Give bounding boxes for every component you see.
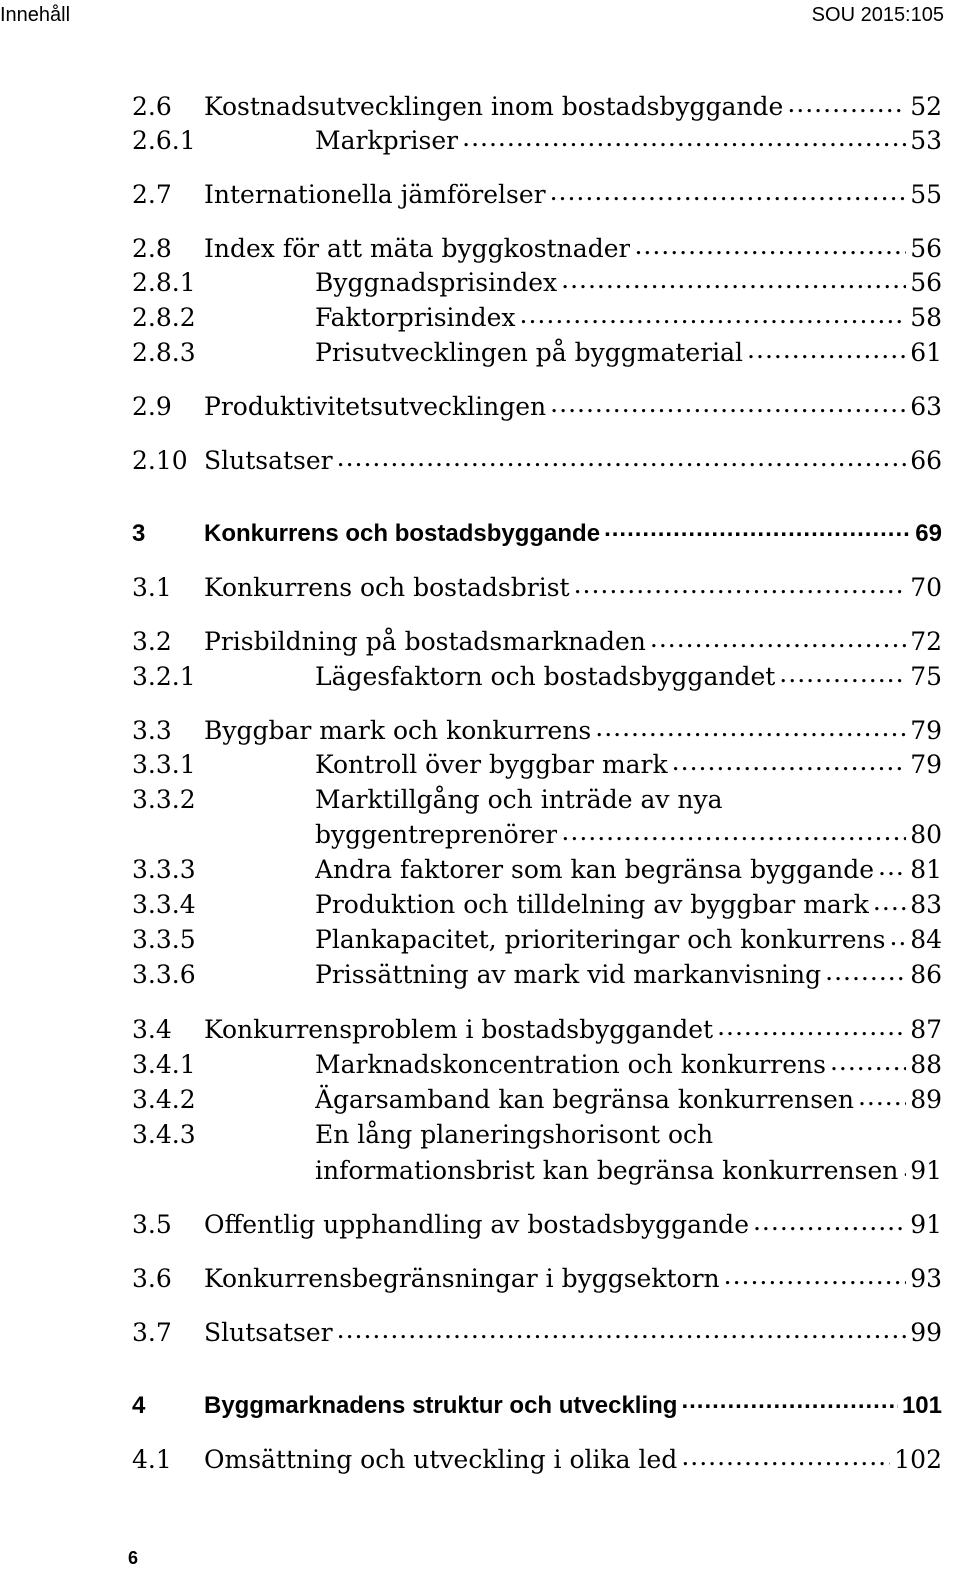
toc-title: Slutsatser — [204, 1318, 333, 1347]
toc-leader-dots — [681, 1389, 898, 1413]
toc-leader-dots — [634, 232, 906, 257]
toc-number: 2.6 — [132, 92, 172, 121]
toc-number: 3.4.2 — [132, 1085, 196, 1114]
toc-title: Lägesfaktorn och bostadsbyggandet — [315, 662, 776, 691]
toc-entry — [132, 1013, 942, 1047]
toc-number: 2.9 — [132, 392, 172, 421]
toc-page: 63 — [910, 392, 942, 421]
toc-leader-dots — [561, 266, 906, 291]
toc-title: Internationella jämförelser — [204, 180, 546, 209]
toc-number: 4.1 — [132, 1445, 172, 1474]
toc-page: 88 — [910, 1050, 942, 1079]
toc-title: Markpriser — [315, 126, 459, 155]
toc-page: 79 — [910, 716, 942, 745]
toc-title: Faktorprisindex — [315, 303, 516, 332]
toc-title: Omsättning och utveckling i olika led — [204, 1445, 678, 1474]
toc-page: 75 — [910, 662, 942, 691]
toc-title: Prisbildning på bostadsmarknaden — [204, 627, 646, 656]
toc-title: informationsbrist kan begränsa konkurrensen — [315, 1156, 899, 1185]
toc-leader-dots — [550, 390, 906, 415]
toc-leader-dots — [724, 1262, 907, 1287]
toc-entry — [132, 336, 942, 370]
toc-page: 56 — [910, 268, 942, 297]
toc-leader-dots — [858, 1083, 906, 1108]
toc-entry — [132, 958, 942, 992]
toc-leader-dots — [825, 958, 906, 983]
toc-title: Konkurrensproblem i bostadsbyggandet — [204, 1015, 714, 1044]
toc-number: 3.2 — [132, 627, 172, 656]
toc-title: Index för att mäta byggkostnader — [204, 234, 631, 263]
toc-title: Andra faktorer som kan begränsa byggande — [315, 855, 875, 884]
toc-entry — [132, 1316, 942, 1350]
toc-number: 3.4.1 — [132, 1050, 196, 1079]
toc-title: Offentlig upphandling av bostadsbyggande — [204, 1210, 749, 1239]
toc-entry — [132, 266, 942, 300]
toc-entry — [132, 390, 942, 424]
toc-page: 89 — [910, 1085, 942, 1114]
toc-number: 2.7 — [132, 180, 172, 209]
toc-page: 70 — [910, 573, 942, 602]
toc-page: 61 — [910, 338, 942, 367]
toc-page: 58 — [910, 303, 942, 332]
toc-page: 102 — [894, 1445, 942, 1474]
toc-entry — [132, 571, 942, 605]
toc-leader-dots — [550, 178, 907, 203]
toc-entry — [132, 923, 942, 957]
toc-entry-continuation — [315, 818, 942, 852]
toc-leader-dots — [779, 660, 906, 685]
toc-number: 3.6 — [132, 1264, 172, 1293]
toc-entry — [132, 660, 942, 694]
toc-page: 84 — [910, 925, 942, 954]
toc-entry — [132, 1118, 942, 1152]
toc-leader-dots — [650, 625, 906, 650]
toc-leader-dots — [830, 1048, 906, 1073]
toc-title: Kostnadsutvecklingen inom bostadsbyggande — [204, 92, 784, 121]
toc-leader-dots — [337, 444, 907, 469]
toc-entry — [132, 748, 942, 782]
toc-page: 101 — [901, 1392, 942, 1419]
toc-page: 52 — [910, 92, 942, 121]
toc-title: Plankapacitet, prioriteringar och konkurrens — [315, 925, 886, 954]
toc-chapter-entry — [132, 517, 942, 551]
toc-entry — [132, 853, 942, 887]
toc-number: 3.3.5 — [132, 925, 196, 954]
toc-leader-dots — [337, 1316, 907, 1341]
toc-title: En lång planeringshorisont och — [315, 1120, 714, 1149]
toc-title: Prissättning av mark vid markanvisning — [315, 960, 822, 989]
toc-number: 2.8 — [132, 234, 172, 263]
toc-entry — [132, 444, 942, 478]
toc-leader-dots — [873, 888, 906, 913]
toc-title: Produktion och tilldelning av byggbar mark — [315, 890, 869, 919]
toc-leader-dots — [902, 1154, 906, 1179]
toc-entry — [132, 124, 942, 158]
toc-title: Konkurrens och bostadsbrist — [204, 573, 570, 602]
toc-title: Byggnadsprisindex — [315, 268, 558, 297]
toc-number: 3.3.2 — [132, 785, 196, 814]
toc-leader-dots — [574, 571, 907, 596]
toc-leader-dots — [787, 90, 906, 115]
toc-entry — [132, 783, 942, 817]
toc-leader-dots — [889, 923, 906, 948]
toc-number: 3.5 — [132, 1210, 172, 1239]
toc-title: Produktivitetsutvecklingen — [204, 392, 547, 421]
toc-entry — [132, 1443, 942, 1477]
toc-page: 81 — [910, 855, 942, 884]
toc-page: 55 — [910, 180, 942, 209]
toc-entry — [132, 1262, 942, 1296]
toc-entry — [132, 714, 942, 748]
toc-number: 3.3.1 — [132, 750, 196, 779]
toc-leader-dots — [561, 818, 906, 843]
toc-page: 99 — [910, 1318, 942, 1347]
toc-leader-dots — [462, 124, 906, 149]
toc-number: 4 — [132, 1392, 146, 1419]
toc-page: 83 — [910, 890, 942, 919]
toc-number: 3.4.3 — [132, 1120, 196, 1149]
toc-entry — [132, 1048, 942, 1082]
toc-entry — [132, 232, 942, 266]
toc-entry — [132, 888, 942, 922]
toc-page: 86 — [910, 960, 942, 989]
toc-number: 3.3.6 — [132, 960, 196, 989]
toc-page: 80 — [910, 820, 942, 849]
toc-number: 3.2.1 — [132, 662, 196, 691]
toc-title: byggentreprenörer — [315, 820, 558, 849]
toc-number: 2.8.2 — [132, 303, 196, 332]
toc-page: 87 — [910, 1015, 942, 1044]
toc-page: 93 — [910, 1264, 942, 1293]
toc-page: 69 — [915, 520, 942, 547]
running-header-section: Innehåll — [0, 4, 71, 26]
toc-title: Marktillgång och inträde av nya — [315, 785, 723, 814]
toc-leader-dots — [681, 1443, 890, 1468]
toc-number: 2.8.3 — [132, 338, 196, 367]
toc-page: 56 — [910, 234, 942, 263]
toc-page: 79 — [910, 750, 942, 779]
toc-number: 3.7 — [132, 1318, 172, 1347]
toc-title: Byggbar mark och konkurrens — [204, 716, 592, 745]
toc-number: 3 — [132, 520, 146, 547]
toc-number: 2.6.1 — [132, 126, 196, 155]
toc-entry — [132, 178, 942, 212]
toc-page: 53 — [910, 126, 942, 155]
toc-leader-dots — [595, 714, 906, 739]
toc-entry — [132, 301, 942, 335]
toc-number: 3.3 — [132, 716, 172, 745]
toc-chapter-entry — [132, 1389, 942, 1423]
toc-entry — [132, 1208, 942, 1242]
toc-entry — [132, 90, 942, 124]
toc-leader-dots — [753, 1208, 906, 1233]
toc-page: 66 — [910, 446, 942, 475]
toc-entry-continuation — [315, 1154, 942, 1188]
toc-title: Kontroll över byggbar mark — [315, 750, 668, 779]
toc-number: 3.3.4 — [132, 890, 196, 919]
toc-title: Marknadskoncentration och konkurrens — [315, 1050, 826, 1079]
toc-leader-dots — [878, 853, 906, 878]
page-number: 6 — [128, 1548, 139, 1568]
toc-leader-dots — [520, 301, 907, 326]
toc-number: 2.8.1 — [132, 268, 196, 297]
toc-title: Prisutvecklingen på byggmaterial — [315, 338, 744, 367]
toc-title: Konkurrensbegränsningar i byggsektorn — [204, 1264, 720, 1293]
toc-title: Slutsatser — [204, 446, 333, 475]
toc-leader-dots — [604, 517, 911, 541]
running-header-report-id: SOU 2015:105 — [811, 4, 944, 26]
toc-page: 91 — [910, 1156, 942, 1185]
toc-number: 3.1 — [132, 573, 172, 602]
toc-number: 3.3.3 — [132, 855, 196, 884]
toc-title: Ägarsamband kan begränsa konkurrensen — [315, 1085, 854, 1114]
toc-number: 3.4 — [132, 1015, 172, 1044]
toc-leader-dots — [672, 748, 907, 773]
toc-title: Konkurrens och bostadsbyggande — [204, 520, 601, 547]
toc-page: 72 — [910, 627, 942, 656]
toc-number: 2.10 — [132, 446, 188, 475]
toc-page: 91 — [910, 1210, 942, 1239]
toc-entry — [132, 1083, 942, 1117]
toc-entry — [132, 625, 942, 659]
toc-leader-dots — [717, 1013, 906, 1038]
toc-leader-dots — [747, 336, 906, 361]
toc-title: Byggmarknadens struktur och utveckling — [204, 1392, 678, 1419]
